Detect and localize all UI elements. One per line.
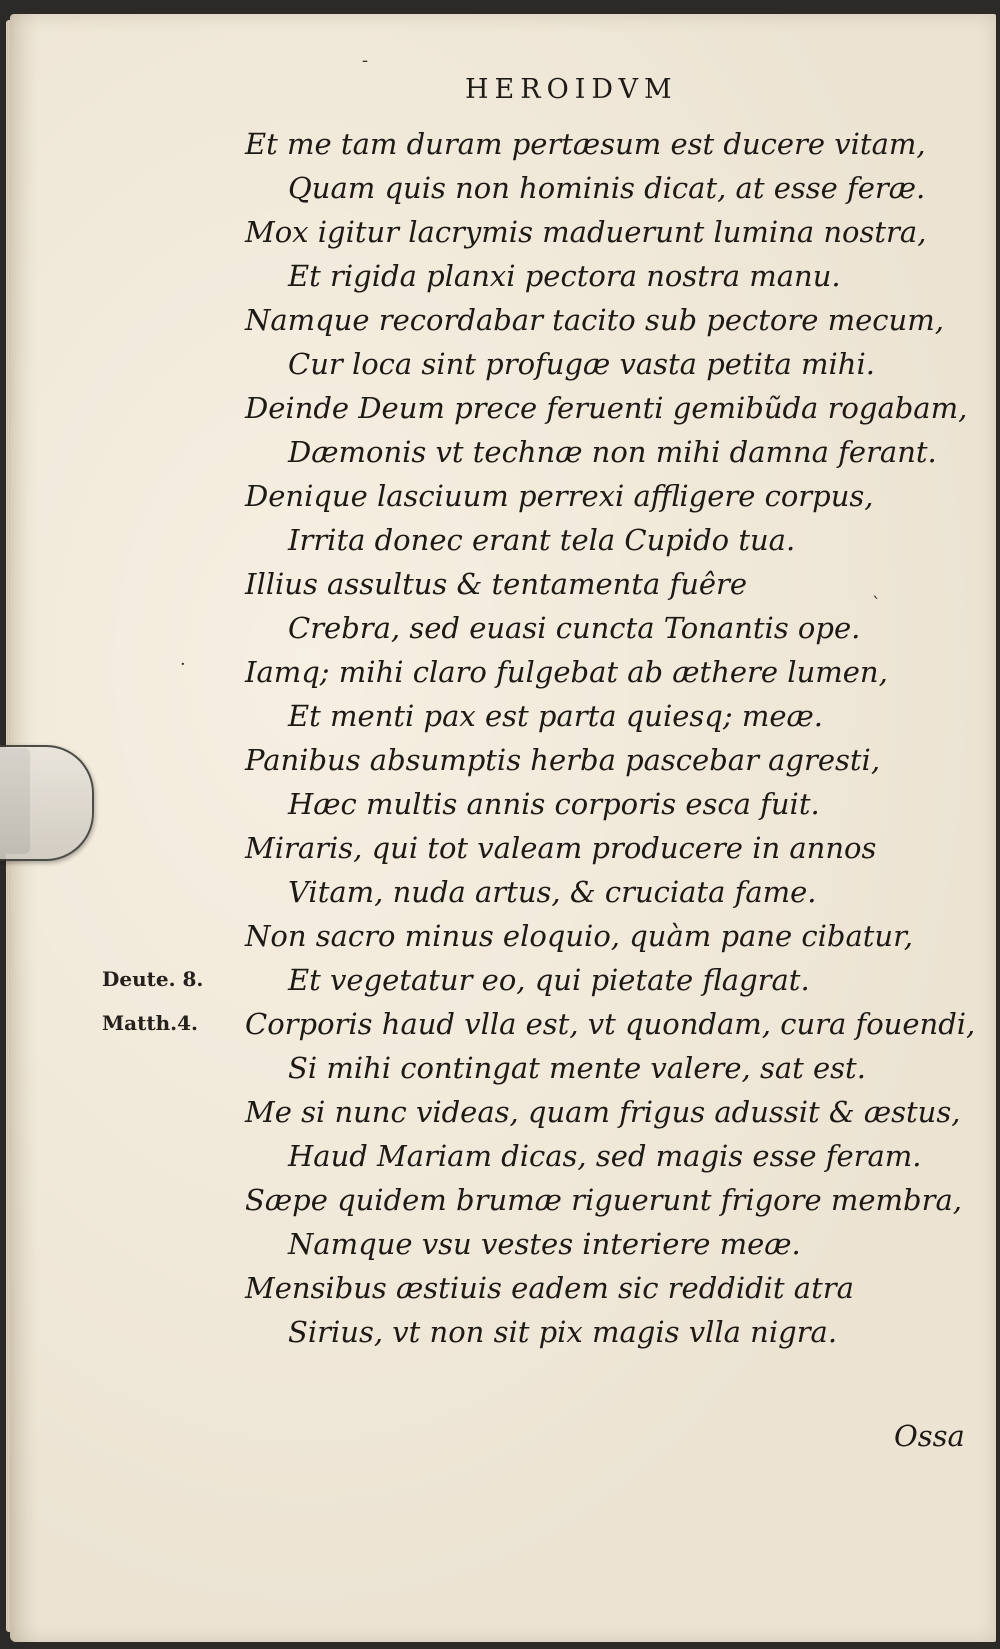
verse-line: Irrita donec erant tela Cupido tua. bbox=[288, 523, 796, 557]
verse-line: Vitam, nuda artus, & cruciata fame. bbox=[288, 875, 817, 909]
verse-line: Namque recordabar tacito sub pectore mecum, bbox=[245, 303, 944, 337]
verse-line: Cur loca sint profugæ vasta petita mihi. bbox=[288, 347, 875, 381]
verse-line: Haud Mariam dicas, sed magis esse feram. bbox=[288, 1139, 922, 1173]
verse-line: Mensibus æstiuis eadem sic reddidit atra bbox=[245, 1271, 854, 1305]
verse-line: Sæpe quidem brumæ riguerunt frigore membra, bbox=[245, 1183, 962, 1217]
running-header: HEROIDVM bbox=[465, 74, 678, 105]
verse-line: Iamq; mihi claro fulgebat ab æthere lumen, bbox=[245, 655, 888, 689]
verse-line: Me si nunc videas, quam frigus adussit & æstus, bbox=[245, 1095, 961, 1129]
verse-line: Miraris, qui tot valeam producere in annos bbox=[245, 831, 877, 865]
verse-line: Namque vsu vestes interiere meæ. bbox=[288, 1227, 801, 1261]
verse-line: Et rigida planxi pectora nostra manu. bbox=[288, 259, 841, 293]
verse-line: Deinde Deum prece feruenti gemibũda rogabam, bbox=[245, 391, 968, 425]
verse-line: Et vegetatur eo, qui pietate flagrat. bbox=[288, 963, 810, 997]
verse-line: Si mihi contingat mente valere, sat est. bbox=[288, 1051, 866, 1085]
margin-reference: Deute. 8. bbox=[102, 967, 204, 991]
verse-line: Panibus absumptis herba pascebar agresti, bbox=[245, 743, 881, 777]
verse-line: Mox igitur lacrymis maduerunt lumina nostra, bbox=[245, 215, 927, 249]
verse-line: Et menti pax est parta quiesq; meæ. bbox=[288, 699, 823, 733]
ink-speck: ˋ bbox=[872, 594, 881, 615]
verse-line: Sirius, vt non sit pix magis vlla nigra. bbox=[288, 1315, 838, 1349]
margin-reference: Matth.4. bbox=[102, 1011, 198, 1035]
verse-line: Non sacro minus eloquio, quàm pane cibatur, bbox=[245, 919, 913, 953]
verse-line: Hæc multis annis corporis esca fuit. bbox=[288, 787, 820, 821]
verse-line: Crebra, sed euasi cuncta Tonantis ope. bbox=[288, 611, 861, 645]
verse-line: Corporis haud vlla est, vt quondam, cura fouendi, bbox=[245, 1007, 976, 1041]
verse-line: Quam quis non hominis dicat, at esse feræ. bbox=[288, 171, 926, 205]
book-page bbox=[10, 14, 996, 1642]
page-clip bbox=[0, 745, 94, 861]
verse-line: Denique lasciuum perrexi affligere corpus, bbox=[245, 479, 874, 513]
verse-line: Et me tam duram pertæsum est ducere vitam, bbox=[245, 127, 926, 161]
verse-line: Illius assultus & tentamenta fuêre bbox=[245, 567, 748, 601]
ink-stroke: ‐ bbox=[362, 50, 369, 71]
catchword: Ossa bbox=[894, 1419, 965, 1453]
verse-line: Dæmonis vt technæ non mihi damna ferant. bbox=[288, 435, 937, 469]
ink-speck: · bbox=[180, 654, 186, 675]
